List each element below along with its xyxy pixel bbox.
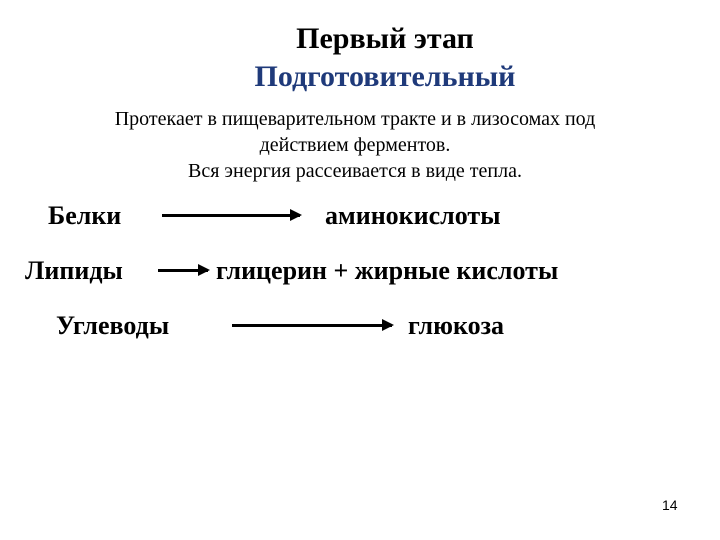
description-line: Вся энергия рассеивается в виде тепла. (188, 160, 522, 182)
description (55, 106, 655, 184)
right-arrow-icon (232, 324, 392, 327)
reaction-source: Углеводы (56, 311, 170, 340)
reaction-product: глицерин + жирные кислоты (216, 256, 559, 285)
right-arrow-icon (158, 269, 208, 272)
reaction-product: глюкоза (408, 311, 505, 340)
description-line: Протекает в пищеварительном тракте и в лизосомах под (114, 108, 596, 130)
reaction-product: аминокислоты (325, 201, 501, 230)
page-number: 14 (662, 497, 678, 513)
description-line: действием ферментов. (259, 134, 451, 156)
slide-subtitle: Подготовительный (254, 60, 516, 93)
reaction-source: Липиды (25, 256, 123, 285)
right-arrow-icon (162, 214, 300, 217)
reaction-source: Белки (48, 201, 122, 230)
slide-title: Первый этап (296, 22, 474, 55)
